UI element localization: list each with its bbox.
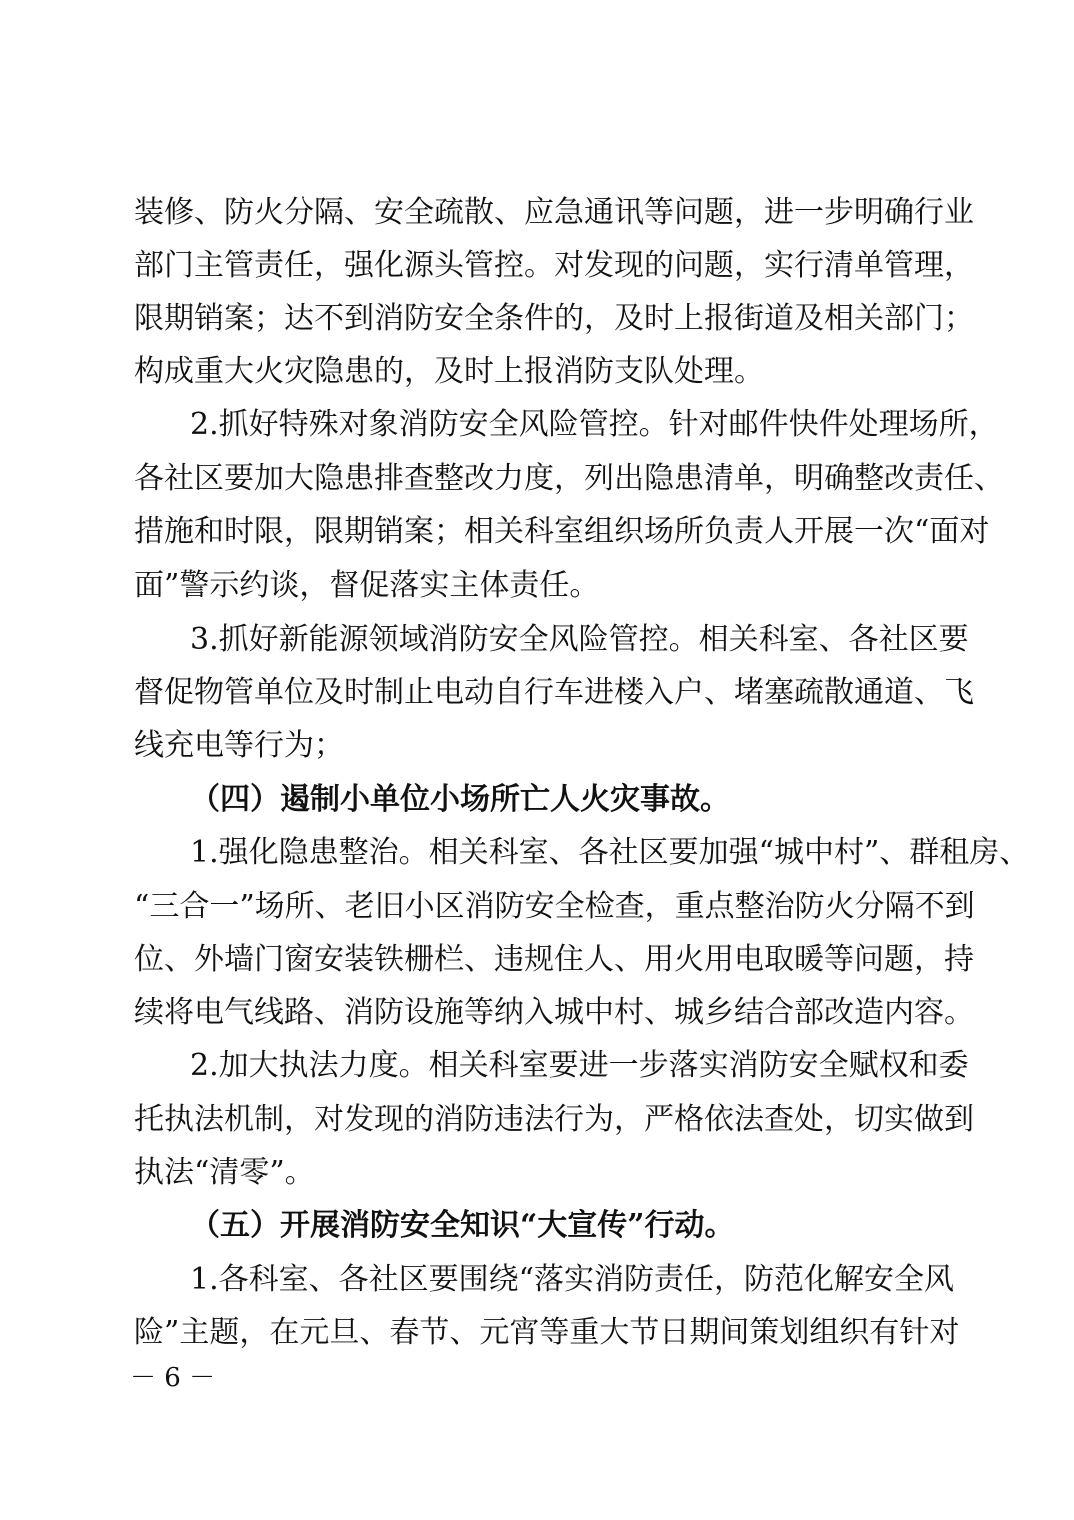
paragraph-line-10: 督促物管单位及时制止电动自行车进楼入户、堵塞疏散通道、飞: [134, 675, 974, 710]
paragraph-line-16: 续将电气线路、消防设施等纳入城中村、城乡结合部改造内容。: [134, 995, 974, 1030]
paragraph-line-19: 执法“清零”。: [134, 1155, 315, 1190]
paragraph-line-6: 各社区要加大隐患排查整改力度，列出隐患清单，明确整改责任、: [134, 461, 1004, 496]
paragraph-line-11: 线充电等行为；: [134, 728, 344, 763]
paragraph-line-8: 面”警示约谈，督促落实主体责任。: [134, 568, 600, 603]
paragraph-line-4: 构成重大火灾隐患的，及时上报消防支队处理。: [134, 354, 764, 389]
paragraph-line-3: 限期销案；达不到消防安全条件的，及时上报街道及相关部门；: [134, 301, 974, 336]
section-heading-five: （五）开展消防安全知识“大宣传”行动。: [190, 1208, 735, 1243]
paragraph-line-15: 位、外墙门窗安装铁栅栏、违规住人、用火用电取暖等问题，持: [134, 942, 974, 977]
paragraph-line-18: 托执法机制，对发现的消防违法行为，严格依法查处，切实做到: [134, 1102, 974, 1137]
paragraph-line-1: 装修、防火分隔、安全疏散、应急通讯等问题，进一步明确行业: [134, 195, 974, 230]
paragraph-line-9: 3.抓好新能源领域消防安全风险管控。相关科室、各社区要: [190, 622, 969, 657]
paragraph-line-17: 2.加大执法力度。相关科室要进一步落实消防安全赋权和委: [190, 1048, 969, 1083]
section-heading-four: （四）遏制小单位小场所亡人火灾事故。: [190, 782, 730, 817]
paragraph-line-21: 1.各科室、各社区要围绕“落实消防责任，防范化解安全风: [190, 1262, 954, 1297]
paragraph-line-7: 措施和时限，限期销案；相关科室组织场所负责人开展一次“面对: [134, 514, 990, 549]
paragraph-line-14: “三合一”场所、老旧小区消防安全检查，重点整治防火分隔不到: [134, 889, 975, 924]
paragraph-line-2: 部门主管责任，强化源头管控。对发现的问题，实行清单管理，: [134, 248, 974, 283]
page-number: － 6 －: [130, 1363, 216, 1393]
paragraph-line-5: 2.抓好特殊对象消防安全风险管控。针对邮件快件处理场所，: [190, 407, 999, 442]
paragraph-line-13: 1.强化隐患整治。相关科室、各社区要加强“城中村”、群租房、: [190, 835, 1030, 870]
paragraph-line-22: 险”主题，在元旦、春节、元宵等重大节日期间策划组织有针对: [134, 1315, 960, 1350]
